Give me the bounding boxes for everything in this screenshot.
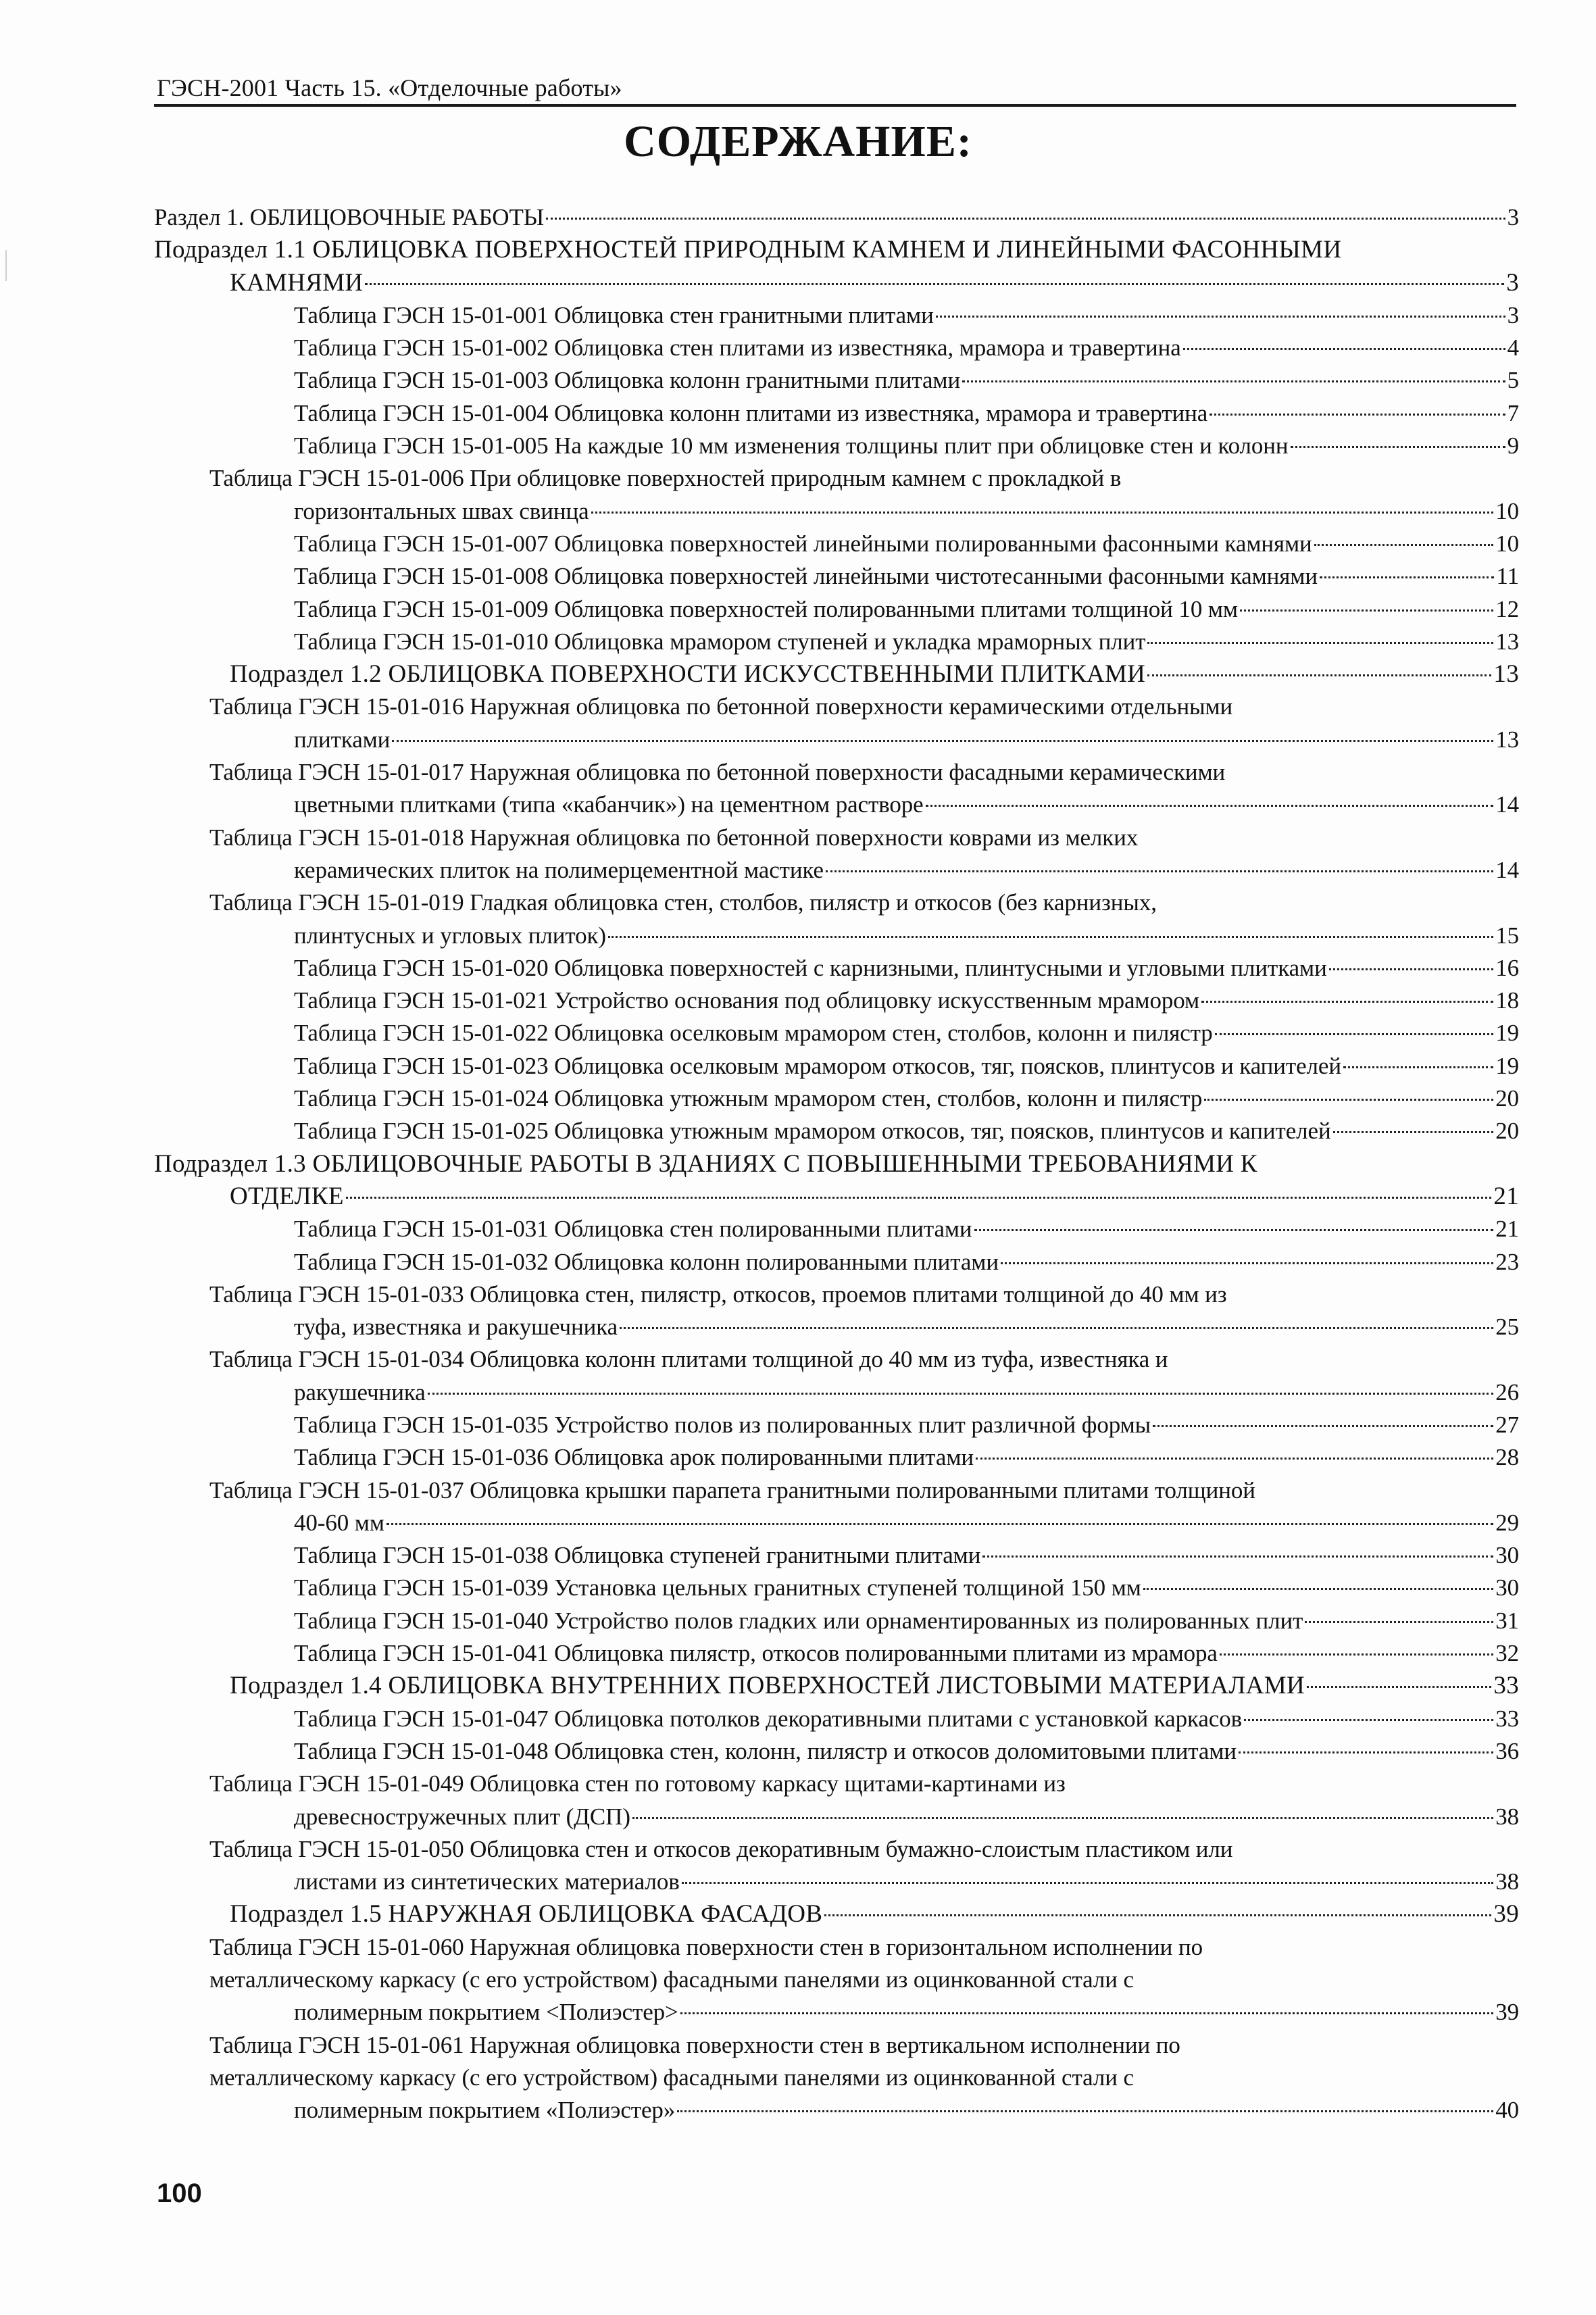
toc-entry-line — [294, 593, 1519, 626]
page-number: 100 — [157, 2179, 202, 2208]
toc-entry-line — [294, 985, 1519, 1017]
toc-page-number: 13 — [1493, 660, 1519, 689]
toc-page-number: 13 — [1495, 726, 1519, 753]
toc-entry-line — [294, 626, 1519, 658]
toc-table-entry[interactable] — [154, 691, 1519, 756]
toc-subsection[interactable] — [154, 1670, 1519, 1702]
toc-entry-text: Таблица ГЭСН 15-01-005 На каждые 10 мм изменения толщины плит при облицовке стен и колонн — [294, 432, 1289, 459]
toc-page-number: 32 — [1495, 1640, 1519, 1667]
toc-entry-text: Таблица ГЭСН 15-01-040 Устройство полов гладких или орнаментированных из полированных плит — [294, 1607, 1303, 1634]
toc-entry-line — [294, 1703, 1519, 1735]
page-title: СОДЕРЖАНИЕ: — [624, 117, 972, 166]
toc-page-number: 29 — [1495, 1509, 1519, 1536]
toc-entry-text: плитками — [294, 726, 391, 753]
toc-page-number: 19 — [1495, 1052, 1519, 1079]
dot-leader — [962, 380, 1505, 382]
toc-entry-text: Таблица ГЭСН 15-01-010 Облицовка мрамором ступеней и укладка мраморных плит — [294, 628, 1146, 655]
toc-entry-text: Таблица ГЭСН 15-01-041 Облицовка пилястр, откосов полированными плитами из мрамора — [294, 1640, 1218, 1667]
toc-entry-text: Таблица ГЭСН 15-01-017 Наружная облицовка по бетонной поверхности фасадными керамическими — [209, 759, 1226, 786]
dot-leader — [608, 936, 1493, 938]
toc-entry-text: полимерным покрытием «Полиэстер» — [294, 2097, 676, 2124]
dot-leader — [1305, 1621, 1493, 1623]
toc-page-number: 39 — [1495, 1999, 1519, 2026]
toc-page-number: 14 — [1495, 856, 1519, 883]
toc-page-number: 40 — [1495, 2097, 1519, 2124]
toc-page-number: 23 — [1495, 1248, 1519, 1275]
toc-entry-line — [294, 854, 1519, 887]
toc-page-number: 19 — [1495, 1020, 1519, 1047]
toc-entry-line — [294, 1246, 1519, 1278]
toc-entry-text: Таблица ГЭСН 15-01-001 Облицовка стен гранитными плитами — [294, 301, 934, 328]
toc-entry-text: Таблица ГЭСН 15-01-023 Облицовка оселковым мрамором откосов, тяг, поясков, плинтусов и капителей — [294, 1052, 1341, 1079]
dot-leader — [1343, 1066, 1493, 1068]
toc-page-number: 3 — [1507, 301, 1519, 328]
toc-page-number: 10 — [1495, 497, 1519, 524]
toc-table-entry[interactable] — [154, 1082, 1519, 1115]
toc-table-entry[interactable] — [154, 1735, 1519, 1768]
toc-subsection[interactable] — [154, 658, 1519, 691]
toc-page-number: 25 — [1495, 1314, 1519, 1341]
toc-entry-line — [294, 1866, 1519, 1898]
toc-entry-text: Таблица ГЭСН 15-01-004 Облицовка колонн плитами из известняка, мрамора и травертина — [294, 399, 1208, 426]
toc-page-number: 4 — [1507, 334, 1519, 362]
toc-page-number: 3 — [1506, 268, 1519, 297]
toc-entry-line — [230, 1670, 1519, 1702]
toc-subsection[interactable] — [154, 1148, 1519, 1214]
toc-entry-text: Таблица ГЭСН 15-01-006 При облицовке поверхностей природным камнем с прокладкой в — [209, 465, 1122, 492]
toc-entry-text: Таблица ГЭСН 15-01-038 Облицовка ступеней гранитными плитами — [294, 1542, 981, 1569]
toc-entry-text: Таблица ГЭСН 15-01-018 Наружная облицовка по бетонной поверхности коврами из мелких — [209, 824, 1139, 851]
toc-entry-text: Таблица ГЭСН 15-01-002 Облицовка стен плитами из известняка, мрамора и травертина — [294, 334, 1181, 362]
toc-page-number: 21 — [1493, 1182, 1519, 1210]
toc-entry-text: Таблица ГЭСН 15-01-050 Облицовка стен и откосов декоративным бумажно-слоистым пластиком или — [209, 1835, 1233, 1862]
toc-entry-line — [294, 1409, 1519, 1441]
toc-table-entry[interactable] — [154, 397, 1519, 430]
toc-table-entry[interactable] — [154, 364, 1519, 397]
toc-page-number: 18 — [1495, 987, 1519, 1014]
table-of-contents — [154, 201, 1519, 2127]
toc-page-number: 16 — [1495, 954, 1519, 981]
toc-entry-text: 40-60 мм — [294, 1509, 384, 1536]
toc-entry-text: Раздел 1. ОБЛИЦОВОЧНЫЕ РАБОТЫ — [154, 204, 545, 230]
toc-table-entry[interactable] — [154, 1115, 1519, 1147]
toc-table-entry[interactable] — [154, 1474, 1519, 1540]
toc-table-entry[interactable] — [154, 2029, 1519, 2127]
toc-entry-line — [294, 1017, 1519, 1049]
toc-entry-line — [294, 430, 1519, 462]
toc-page-number: 36 — [1495, 1737, 1519, 1764]
dot-leader — [1333, 1131, 1494, 1133]
header-rule — [154, 104, 1516, 107]
toc-entry-line — [294, 1115, 1519, 1147]
dot-leader — [682, 1882, 1493, 1884]
toc-entry-line — [294, 1082, 1519, 1115]
toc-entry-text: горизонтальных швах свинца — [294, 497, 589, 524]
toc-entry-text: Таблица ГЭСН 15-01-003 Облицовка колонн гранитными плитами — [294, 367, 961, 394]
toc-page-number: 13 — [1495, 628, 1519, 655]
toc-page-number: 38 — [1495, 1803, 1519, 1830]
toc-entry-text: Таблица ГЭСН 15-01-035 Устройство полов из полированных плит различной формы — [294, 1411, 1151, 1438]
toc-entry-line — [294, 1572, 1519, 1604]
toc-table-entry[interactable] — [154, 1572, 1519, 1604]
toc-page-number: 38 — [1495, 1868, 1519, 1895]
toc-entry-text: Таблица ГЭСН 15-01-022 Облицовка оселковым мрамором стен, столбов, колонн и пилястр — [294, 1020, 1213, 1047]
toc-entry-text: полимерным покрытием <Полиэстер> — [294, 1999, 678, 2026]
toc-page-number: 28 — [1495, 1444, 1519, 1471]
toc-entry-text: плинтусных и угловых плиток) — [294, 922, 606, 949]
toc-entry-text: Таблица ГЭСН 15-01-016 Наружная облицовка по бетонной поверхности керамическими отдельными — [209, 693, 1233, 720]
toc-entry-text: Таблица ГЭСН 15-01-037 Облицовка крышки парапета гранитными полированными плитами толщиной — [209, 1476, 1255, 1503]
dot-leader — [1001, 1262, 1493, 1264]
toc-entry-line — [294, 1507, 1519, 1539]
toc-entry-text: ОТДЕЛКЕ — [230, 1182, 344, 1210]
toc-table-entry[interactable] — [154, 952, 1519, 985]
dot-leader — [1147, 674, 1491, 676]
toc-table-entry[interactable] — [154, 887, 1519, 952]
toc-entry-text: Подраздел 1.1 ОБЛИЦОВКА ПОВЕРХНОСТЕЙ ПРИРОДНЫМ КАМНЕМ И ЛИНЕЙНЫМИ ФАСОННЫМИ — [154, 236, 1342, 264]
dot-leader — [926, 805, 1494, 807]
toc-table-entry[interactable] — [154, 430, 1519, 462]
dot-leader — [1239, 1751, 1493, 1753]
toc-page-number: 20 — [1495, 1085, 1519, 1112]
toc-entry-text: Таблица ГЭСН 15-01-020 Облицовка поверхностей с карнизными, плинтусными и угловыми плитками — [294, 954, 1327, 981]
toc-table-entry[interactable] — [154, 1017, 1519, 1049]
dot-leader — [1153, 1425, 1493, 1427]
toc-table-entry[interactable] — [154, 1539, 1519, 1572]
toc-section[interactable] — [154, 201, 1519, 234]
dot-leader — [1291, 446, 1505, 448]
toc-entry-text: Таблица ГЭСН 15-01-024 Облицовка утюжным мрамором стен, столбов, колонн и пилястр — [294, 1085, 1203, 1112]
toc-entry-text: Таблица ГЭСН 15-01-047 Облицовка потолков декоративными плитами с установкой каркасов — [294, 1705, 1243, 1732]
toc-page-number: 30 — [1495, 1574, 1519, 1601]
toc-table-entry[interactable] — [154, 1343, 1519, 1409]
toc-table-entry[interactable] — [154, 1050, 1519, 1082]
dot-leader — [365, 283, 1504, 285]
toc-entry-text: древесностружечных плит (ДСП) — [294, 1803, 630, 1830]
dot-leader — [632, 1817, 1493, 1819]
toc-entry-text: Таблица ГЭСН 15-01-008 Облицовка поверхностей линейными чистотесанными фасонными камнями — [294, 563, 1318, 590]
toc-page-number: 27 — [1495, 1411, 1519, 1438]
toc-table-entry[interactable] — [154, 1409, 1519, 1441]
toc-entry-text: Таблица ГЭСН 15-01-049 Облицовка стен по готовому каркасу щитами-картинами из — [209, 1770, 1066, 1797]
scan-artifact — [5, 250, 7, 281]
toc-entry-line — [294, 397, 1519, 430]
toc-entry-line — [294, 1801, 1519, 1833]
toc-entry-text: Подраздел 1.3 ОБЛИЦОВОЧНЫЕ РАБОТЫ В ЗДАНИЯХ С ПОВЫШЕННЫМИ ТРЕБОВАНИЯМИ К — [154, 1149, 1257, 1178]
toc-table-entry[interactable] — [154, 1703, 1519, 1735]
toc-page-number: 31 — [1495, 1607, 1519, 1634]
toc-entry-line — [294, 1441, 1519, 1474]
dot-leader — [1240, 609, 1493, 612]
toc-page-number: 33 — [1493, 1672, 1519, 1700]
dot-leader — [392, 740, 1493, 742]
dot-leader — [1143, 1588, 1493, 1590]
toc-page-number: 3 — [1507, 204, 1519, 230]
toc-entry-text: КАМНЯМИ — [230, 268, 364, 297]
toc-table-entry[interactable] — [154, 1833, 1519, 1899]
toc-entry-line — [294, 1996, 1519, 2028]
toc-entry-text: Таблица ГЭСН 15-01-009 Облицовка поверхностей полированными плитами толщиной 10 мм — [294, 595, 1238, 622]
toc-entry-line — [294, 364, 1519, 397]
toc-entry-text: Таблица ГЭСН 15-01-060 Наружная облицовка поверхности стен в горизонтальном исполнении по — [209, 1933, 1203, 1960]
toc-page-number: 14 — [1495, 791, 1519, 818]
toc-entry-line — [230, 267, 1519, 299]
dot-leader — [1320, 576, 1495, 578]
toc-table-entry[interactable] — [154, 756, 1519, 822]
toc-entry-line — [294, 528, 1519, 560]
toc-table-entry[interactable] — [154, 299, 1519, 332]
dot-leader — [546, 218, 1505, 220]
toc-entry-text: Подраздел 1.2 ОБЛИЦОВКА ПОВЕРХНОСТИ ИСКУССТВЕННЫМИ ПЛИТКАМИ — [230, 660, 1146, 689]
toc-table-entry[interactable] — [154, 1768, 1519, 1833]
toc-table-entry[interactable] — [154, 1278, 1519, 1344]
toc-entry-text: туфа, известняка и ракушечника — [294, 1314, 618, 1341]
toc-entry-line — [294, 952, 1519, 985]
toc-table-entry[interactable] — [154, 1441, 1519, 1474]
toc-page-number: 39 — [1493, 1900, 1519, 1928]
dot-leader — [974, 1229, 1494, 1231]
toc-table-entry[interactable] — [154, 822, 1519, 887]
toc-entry-line — [294, 1637, 1519, 1670]
dot-leader — [1204, 1099, 1493, 1101]
toc-entry-text: Таблица ГЭСН 15-01-061 Наружная облицовка поверхности стен в вертикальном исполнении по — [209, 2031, 1180, 2058]
toc-entry-line — [294, 1311, 1519, 1343]
toc-entry-text: Таблица ГЭСН 15-01-025 Облицовка утюжным мрамором откосов, тяг, поясков, плинтусов и капителей — [294, 1118, 1331, 1145]
dot-leader — [824, 1914, 1491, 1916]
dot-leader — [1147, 642, 1493, 644]
toc-page-number: 20 — [1495, 1118, 1519, 1145]
toc-entry-text: Таблица ГЭСН 15-01-021 Устройство основания под облицовку искусственным мрамором — [294, 987, 1200, 1014]
toc-entry-line — [294, 1539, 1519, 1572]
dot-leader — [1244, 1719, 1493, 1721]
toc-table-entry[interactable] — [154, 1213, 1519, 1245]
toc-table-entry[interactable] — [154, 1637, 1519, 1670]
toc-table-entry[interactable] — [154, 1931, 1519, 2029]
toc-entry-text: Таблица ГЭСН 15-01-033 Облицовка стен, пилястр, откосов, проемов плитами толщиной до 40 мм из — [209, 1280, 1227, 1308]
dot-leader — [591, 512, 1494, 514]
dot-leader — [428, 1393, 1494, 1395]
dot-leader — [1201, 1001, 1493, 1003]
toc-entry-text: Таблица ГЭСН 15-01-034 Облицовка колонн плитами толщиной до 40 мм из туфа, известняка и — [209, 1346, 1168, 1373]
toc-table-entry[interactable] — [154, 332, 1519, 364]
toc-page-number: 11 — [1496, 563, 1519, 590]
dot-leader — [1314, 544, 1494, 546]
toc-page-number: 33 — [1495, 1705, 1519, 1732]
toc-entry-text: керамических плиток на полимерцементной мастике — [294, 856, 824, 883]
dot-leader — [826, 870, 1493, 872]
toc-page-number: 12 — [1495, 595, 1519, 622]
toc-entry-line — [294, 724, 1519, 756]
toc-page-number: 26 — [1495, 1378, 1519, 1405]
dot-leader — [1210, 414, 1505, 416]
toc-entry-line — [294, 1213, 1519, 1245]
toc-table-entry[interactable] — [154, 560, 1519, 593]
toc-entry-text: Таблица ГЭСН 15-01-036 Облицовка арок полированными плитами — [294, 1444, 974, 1471]
toc-entry-line — [294, 1376, 1519, 1409]
toc-page-number: 21 — [1495, 1216, 1519, 1243]
toc-entry-text: Таблица ГЭСН 15-01-007 Облицовка поверхностей линейными полированными фасонными камнями — [294, 530, 1312, 557]
toc-entry-text: Таблица ГЭСН 15-01-019 Гладкая облицовка стен, столбов, пилястр и откосов (без карнизных, — [209, 889, 1157, 916]
toc-entry-line — [294, 1605, 1519, 1637]
toc-page-number: 7 — [1507, 399, 1519, 426]
toc-entry-line — [294, 299, 1519, 332]
dot-leader — [386, 1523, 1493, 1525]
toc-table-entry[interactable] — [154, 462, 1519, 528]
toc-page-number: 15 — [1495, 922, 1519, 949]
toc-entry-line — [230, 1898, 1519, 1931]
toc-entry-line — [154, 201, 1519, 234]
toc-table-entry[interactable] — [154, 528, 1519, 560]
toc-table-entry[interactable] — [154, 626, 1519, 658]
toc-page-number: 5 — [1507, 367, 1519, 394]
toc-entry-line — [294, 920, 1519, 952]
toc-page-number: 9 — [1507, 432, 1519, 459]
toc-entry-line — [294, 1735, 1519, 1768]
dot-leader — [346, 1197, 1492, 1199]
toc-entry-text: Таблица ГЭСН 15-01-031 Облицовка стен полированными плитами — [294, 1216, 972, 1243]
dot-leader — [1183, 348, 1505, 350]
toc-entry-text: Таблица ГЭСН 15-01-048 Облицовка стен, колонн, пилястр и откосов доломитовыми плитами — [294, 1737, 1237, 1764]
toc-entry-text: металлическому каркасу (с его устройством) фасадными панелями из оцинкованной стали с — [209, 2064, 1134, 2091]
dot-leader — [680, 2012, 1494, 2014]
toc-entry-text: цветными плитками (типа «кабанчик») на цементном растворе — [294, 791, 924, 818]
dot-leader — [1329, 968, 1493, 970]
dot-leader — [976, 1458, 1493, 1460]
toc-entry-line — [230, 658, 1519, 691]
toc-entry-line — [294, 2094, 1519, 2126]
toc-page-number: 30 — [1495, 1542, 1519, 1569]
toc-entry-text: ракушечника — [294, 1378, 426, 1405]
toc-entry-line — [294, 495, 1519, 528]
toc-table-entry[interactable] — [154, 985, 1519, 1017]
dot-leader — [1215, 1033, 1494, 1035]
dot-leader — [936, 316, 1505, 318]
dot-leader — [1220, 1653, 1493, 1656]
toc-entry-line — [294, 1050, 1519, 1082]
dot-leader — [677, 2110, 1493, 2112]
toc-entry-text: Таблица ГЭСН 15-01-039 Установка цельных гранитных ступеней толщиной 150 мм — [294, 1574, 1141, 1601]
toc-entry-text: листами из синтетических материалов — [294, 1868, 680, 1895]
toc-table-entry[interactable] — [154, 593, 1519, 626]
toc-entry-text: Подраздел 1.4 ОБЛИЦОВКА ВНУТРЕННИХ ПОВЕРХНОСТЕЙ ЛИСТОВЫМИ МАТЕРИАЛАМИ — [230, 1672, 1305, 1700]
toc-entry-text: Таблица ГЭСН 15-01-032 Облицовка колонн полированными плитами — [294, 1248, 999, 1275]
toc-subsection[interactable] — [154, 234, 1519, 299]
toc-entry-line — [294, 789, 1519, 821]
dot-leader — [620, 1327, 1493, 1329]
toc-page-number: 10 — [1495, 530, 1519, 557]
toc-entry-line — [294, 332, 1519, 364]
toc-subsection[interactable] — [154, 1898, 1519, 1931]
toc-entry-text: Подраздел 1.5 НАРУЖНАЯ ОБЛИЦОВКА ФАСАДОВ — [230, 1900, 823, 1928]
toc-entry-line — [230, 1180, 1519, 1213]
toc-table-entry[interactable] — [154, 1246, 1519, 1278]
running-header: ГЭСН-2001 Часть 15. «Отделочные работы» — [157, 74, 622, 101]
toc-entry-line — [294, 560, 1519, 593]
toc-entry-text: металлическому каркасу (с его устройством) фасадными панелями из оцинкованной стали с — [209, 1966, 1134, 1993]
dot-leader — [982, 1555, 1493, 1558]
toc-table-entry[interactable] — [154, 1605, 1519, 1637]
dot-leader — [1307, 1686, 1491, 1688]
